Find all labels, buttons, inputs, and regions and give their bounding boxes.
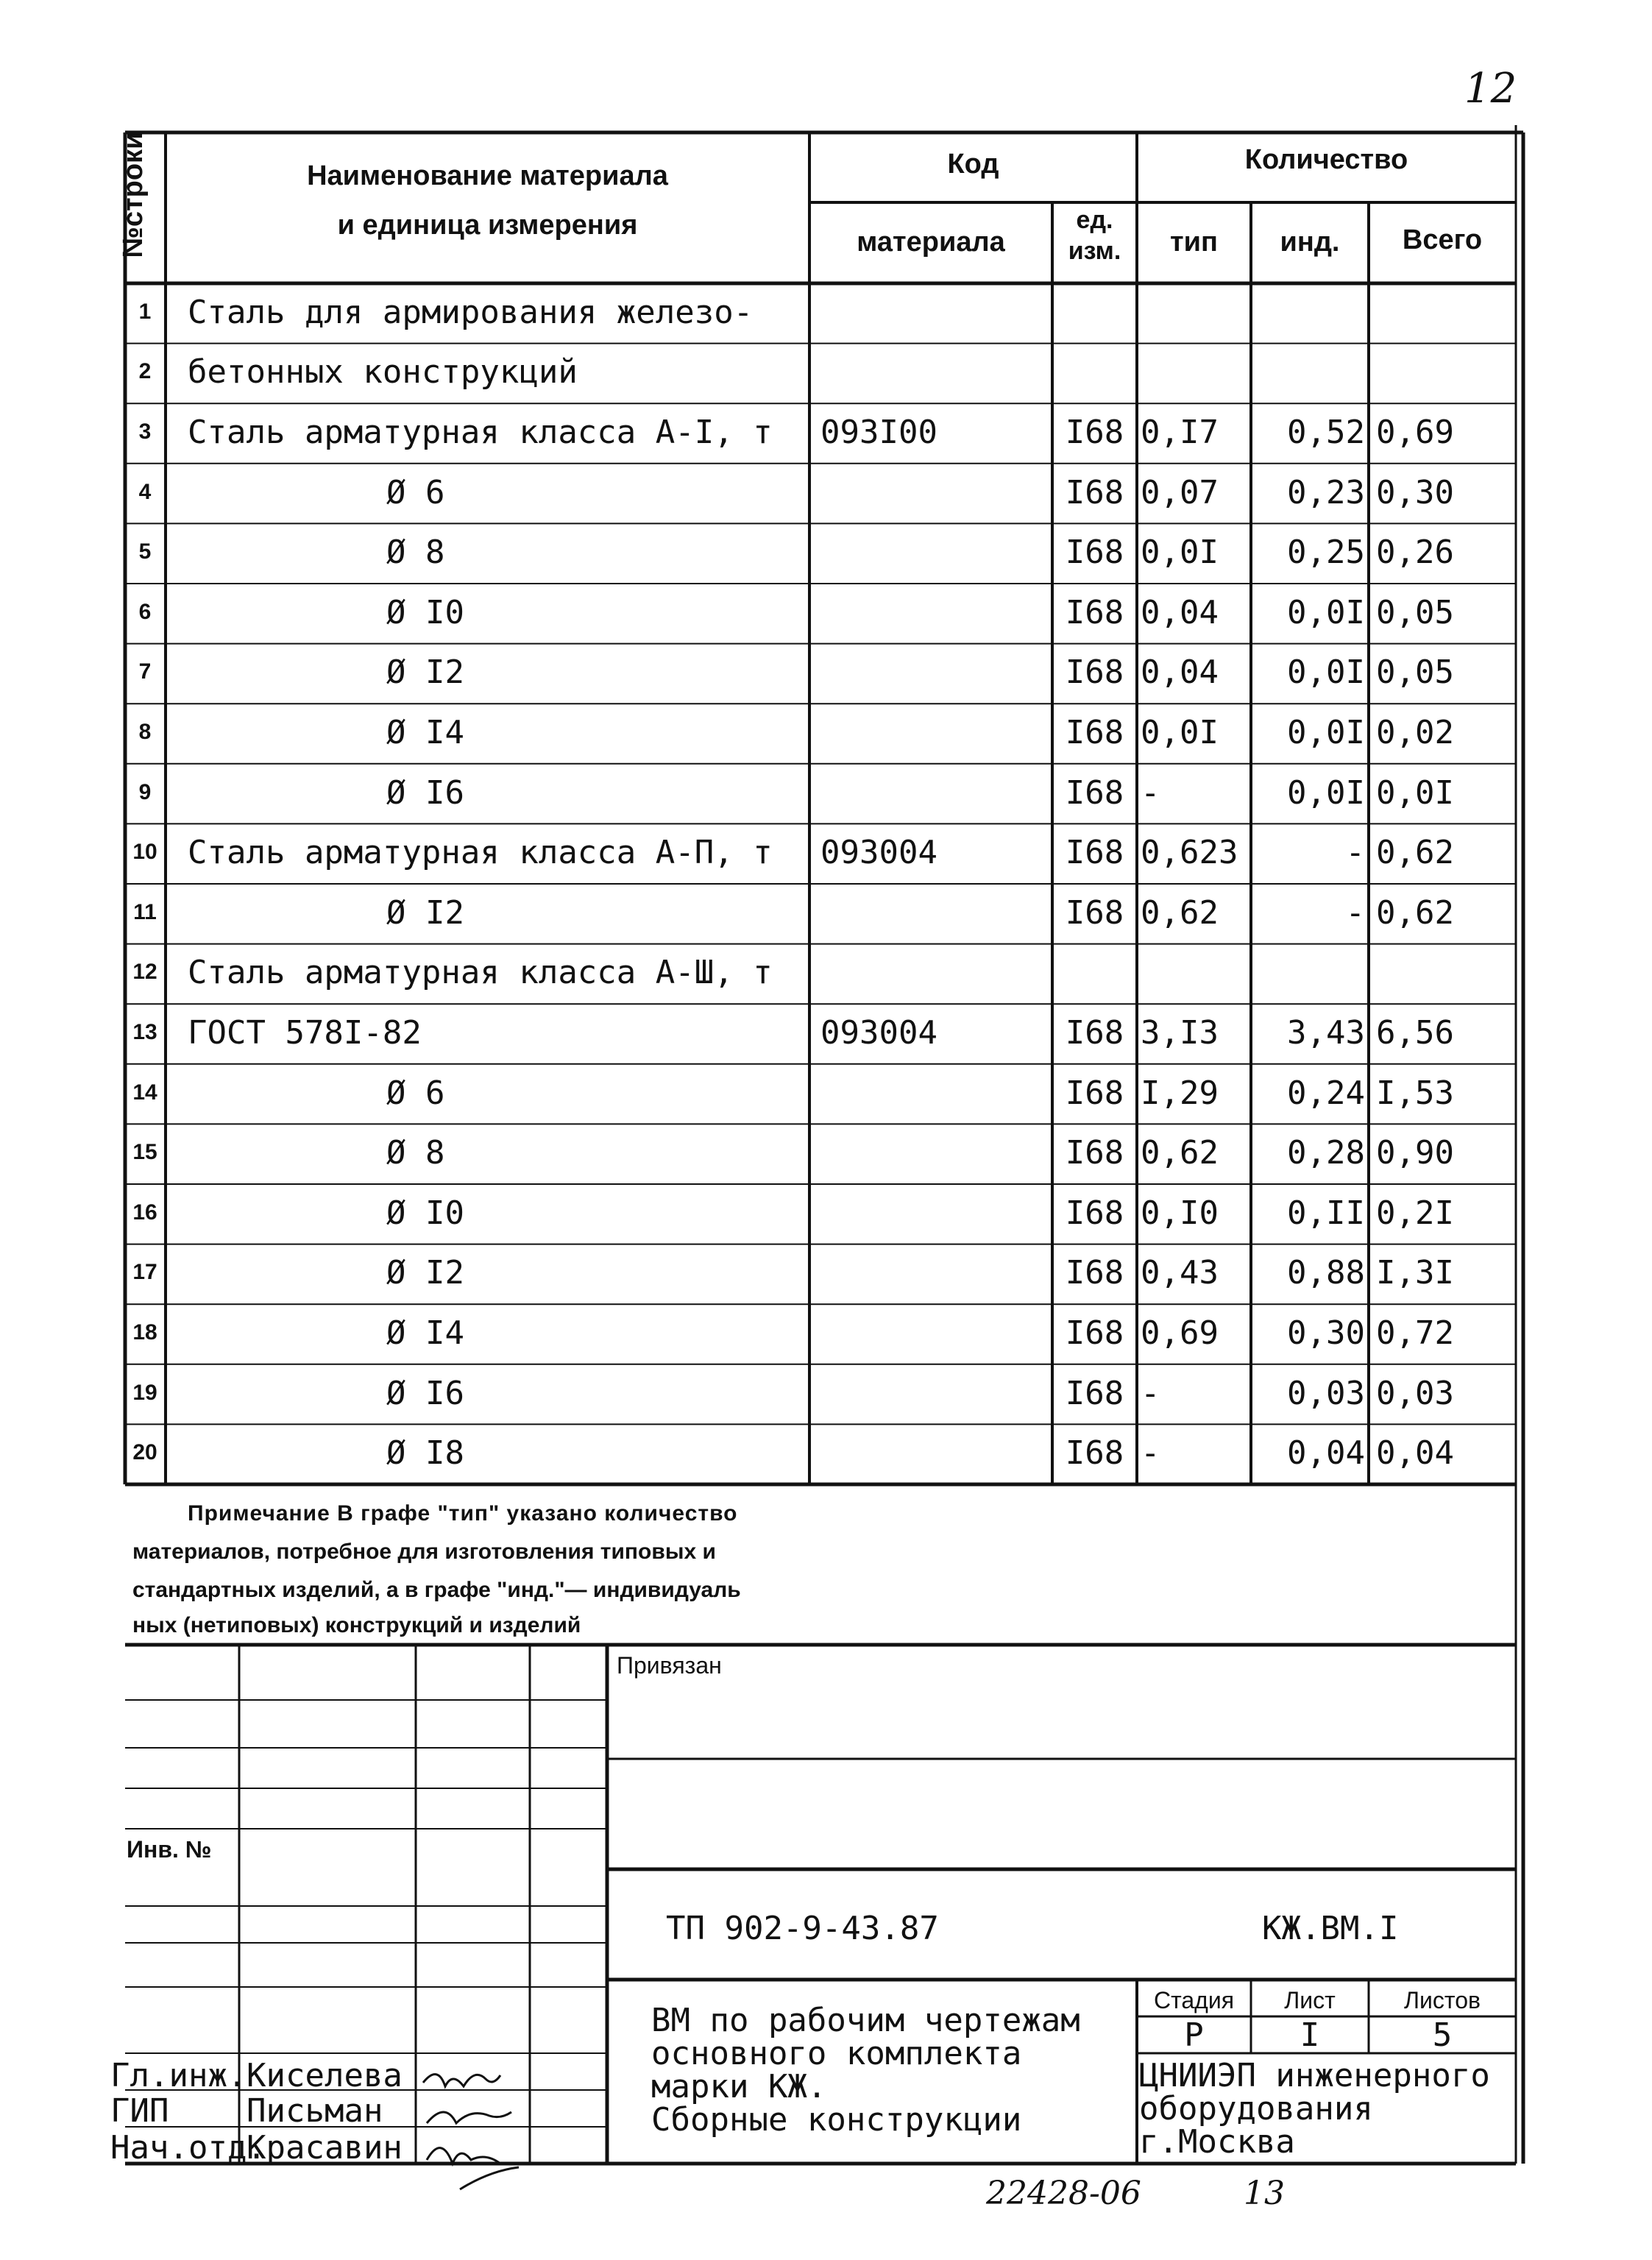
row-number: 8 [138, 720, 152, 744]
material-name: Ø I0 [386, 593, 464, 631]
document-mark: КЖ.ВМ.I [1262, 1910, 1399, 1947]
unit-code: I68 [1065, 1374, 1124, 1412]
header-ind: инд. [1280, 227, 1340, 258]
header-code: Код [947, 149, 999, 180]
page-number: 13 [1244, 2175, 1285, 2212]
sheet-label: Лист [1284, 1987, 1336, 2013]
qty-ind: 0,0I [1287, 773, 1365, 812]
qty-type: 0,04 [1141, 653, 1219, 692]
header-name-line1: Наименование материала [307, 160, 668, 191]
unit-code: I68 [1065, 773, 1124, 812]
signatory-name-1: Киселева [247, 2057, 403, 2094]
qty-type: 0,69 [1141, 1314, 1219, 1352]
qty-total: I,53 [1376, 1074, 1454, 1112]
description-line2: основного комплекта [651, 2035, 1022, 2072]
signatures [416, 2053, 533, 2200]
row-number: 13 [132, 1020, 157, 1044]
row-number: 7 [138, 659, 152, 684]
material-name: Сталь для армирования железо- [188, 293, 754, 331]
organization-line2: оборудования [1139, 2090, 1373, 2128]
qty-ind: 0,0I [1287, 714, 1365, 751]
signatory-name-3: Красавин [247, 2129, 403, 2167]
qty-type: 0,07 [1141, 473, 1219, 511]
qty-type: - [1141, 1374, 1160, 1412]
qty-total: 0,0I [1376, 773, 1454, 812]
material-name: Ø 8 [386, 1134, 445, 1172]
qty-total: 0,90 [1376, 1134, 1454, 1172]
qty-ind: - [1345, 834, 1365, 872]
qty-total: 6,56 [1376, 1014, 1454, 1052]
material-name: Сталь арматурная класса А-I, т [188, 414, 773, 451]
qty-ind: 0,30 [1287, 1314, 1365, 1352]
unit-code: I68 [1065, 893, 1124, 932]
sheets-label: Листов [1404, 1987, 1481, 2013]
qty-total: 0,62 [1376, 834, 1454, 872]
description-line3: марки КЖ. [651, 2068, 827, 2105]
header-unit-line2: изм. [1068, 237, 1121, 265]
inventory-number-label: Инв. № [127, 1836, 212, 1863]
unit-code: I68 [1065, 714, 1124, 751]
row-number: 12 [132, 960, 157, 985]
material-name: Сталь арматурная класса А-П, т [188, 834, 773, 872]
row-number: 3 [138, 419, 152, 444]
qty-type: 0,04 [1141, 593, 1219, 631]
qty-type: 0,0I [1141, 714, 1219, 751]
qty-ind: - [1345, 893, 1365, 932]
row-number: 10 [132, 840, 157, 865]
row-number: 14 [132, 1080, 157, 1105]
bound-label: Привязан [617, 1652, 722, 1679]
qty-ind: 3,43 [1287, 1014, 1365, 1052]
qty-total: 0,30 [1376, 473, 1454, 511]
qty-type: 3,I3 [1141, 1014, 1219, 1052]
material-name: Ø 6 [386, 473, 445, 511]
qty-total: I,3I [1376, 1254, 1454, 1292]
unit-code: I68 [1065, 1014, 1124, 1052]
unit-code: I68 [1065, 534, 1124, 572]
material-name: Сталь арматурная класса А-Ш, т [188, 954, 773, 992]
qty-total: 0,03 [1376, 1374, 1454, 1412]
qty-ind: 0,24 [1287, 1074, 1365, 1112]
row-number: 9 [138, 779, 152, 804]
sheet-value: I [1300, 2016, 1320, 2054]
row-number: 15 [132, 1140, 157, 1165]
material-name: Ø I2 [386, 1254, 464, 1292]
qty-type: 0,I0 [1141, 1194, 1219, 1232]
unit-code: I68 [1065, 834, 1124, 872]
material-name: Ø I4 [386, 714, 464, 751]
material-name: Ø I4 [386, 1314, 464, 1352]
qty-ind: 0,04 [1287, 1434, 1365, 1473]
signatory-role-2: ГИП [110, 2092, 169, 2130]
header-name-line2: и единица измерения [337, 210, 638, 241]
signatory-role-1: Гл.инж. [110, 2057, 247, 2094]
unit-code: I68 [1065, 1074, 1124, 1112]
unit-code: I68 [1065, 593, 1124, 631]
qty-type: I,29 [1141, 1074, 1219, 1112]
stage-label: Стадия [1153, 1987, 1235, 2013]
header-material: материала [857, 227, 1005, 258]
sheet-number: 12 [1464, 65, 1517, 113]
row-number: 19 [132, 1380, 157, 1405]
header-unit-line1: ед. [1076, 206, 1113, 234]
header-type: тип [1170, 227, 1218, 258]
qty-type: 0,43 [1141, 1254, 1219, 1292]
qty-total: 0,04 [1376, 1434, 1454, 1473]
material-name: Ø 8 [386, 534, 445, 572]
header-quantity: Количество [1244, 144, 1408, 175]
qty-type: 0,62 [1141, 893, 1219, 932]
qty-ind: 0,25 [1287, 534, 1365, 572]
qty-ind: 0,0I [1287, 653, 1365, 692]
archive-number: 22428-06 [986, 2175, 1141, 2212]
qty-type: - [1141, 1434, 1160, 1473]
unit-code: I68 [1065, 414, 1124, 451]
qty-ind: 0,52 [1287, 414, 1365, 451]
qty-ind: 0,03 [1287, 1374, 1365, 1412]
unit-code: I68 [1065, 473, 1124, 511]
qty-type: 0,I7 [1141, 414, 1219, 451]
material-name: Ø I6 [386, 773, 464, 812]
row-number: 17 [132, 1260, 157, 1285]
note-line2: материалов, потребное для изготовления типовых и [132, 1540, 716, 1564]
qty-total: 0,26 [1376, 534, 1454, 572]
unit-code: I68 [1065, 653, 1124, 692]
signatory-name-2: Письман [247, 2092, 383, 2130]
row-number: 18 [132, 1320, 157, 1345]
description-line1: ВМ по рабочим чертежам [651, 2002, 1080, 2039]
unit-code: I68 [1065, 1254, 1124, 1292]
qty-total: 0,02 [1376, 714, 1454, 751]
material-name: Ø 6 [386, 1074, 445, 1112]
material-name: Ø I2 [386, 893, 464, 932]
material-code: 093I00 [820, 414, 937, 451]
unit-code: I68 [1065, 1194, 1124, 1232]
note-line3: стандартных изделий, а в графе "инд."— индивидуаль [132, 1578, 741, 1602]
material-name: Ø I8 [386, 1434, 464, 1473]
material-name: ГОСТ 578I-82 [188, 1014, 422, 1052]
row-number: 2 [138, 359, 152, 384]
document-code: ТП 902-9-43.87 [666, 1910, 939, 1947]
material-name: Ø I2 [386, 653, 464, 692]
material-name: бетонных конструкций [188, 353, 578, 392]
qty-type: 0,62 [1141, 1134, 1219, 1172]
signatory-role-3: Нач.отд. [110, 2129, 266, 2167]
material-name: Ø I6 [386, 1374, 464, 1412]
material-code: 093004 [820, 1014, 937, 1052]
qty-total: 0,62 [1376, 893, 1454, 932]
row-number: 20 [132, 1440, 157, 1465]
material-code: 093004 [820, 834, 937, 872]
qty-total: 0,05 [1376, 653, 1454, 692]
qty-type: - [1141, 773, 1160, 812]
qty-total: 0,72 [1376, 1314, 1454, 1352]
qty-ind: 0,23 [1287, 473, 1365, 511]
row-number: 1 [138, 299, 152, 324]
qty-ind: 0,88 [1287, 1254, 1365, 1292]
qty-ind: 0,28 [1287, 1134, 1365, 1172]
material-name: Ø I0 [386, 1194, 464, 1232]
qty-total: 0,2I [1376, 1194, 1454, 1232]
row-number: 16 [132, 1200, 157, 1225]
description-line4: Сборные конструкции [651, 2101, 1022, 2139]
row-number: 5 [138, 539, 152, 564]
organization-line3: г.Москва [1139, 2123, 1295, 2161]
header-total: Всего [1402, 224, 1483, 255]
unit-code: I68 [1065, 1314, 1124, 1352]
qty-type: 0,0I [1141, 534, 1219, 572]
header-row-number: №строки [118, 132, 149, 258]
sheets-value: 5 [1432, 2016, 1453, 2054]
row-number: 6 [138, 599, 152, 624]
row-number: 11 [133, 899, 157, 924]
qty-ind: 0,II [1287, 1194, 1365, 1232]
row-number: 4 [138, 479, 152, 504]
organization-line1: ЦНИИЭП инженерного [1139, 2057, 1490, 2094]
qty-total: 0,05 [1376, 593, 1454, 631]
qty-ind: 0,0I [1287, 593, 1365, 631]
qty-total: 0,69 [1376, 414, 1454, 451]
qty-type: 0,623 [1141, 834, 1238, 872]
unit-code: I68 [1065, 1434, 1124, 1473]
note-line1: Примечание В графе "тип" указано количество [188, 1501, 738, 1526]
unit-code: I68 [1065, 1134, 1124, 1172]
stage-value: Р [1184, 2016, 1204, 2054]
note-line4: ных (нетиповых) конструкций и изделий [132, 1613, 581, 1637]
